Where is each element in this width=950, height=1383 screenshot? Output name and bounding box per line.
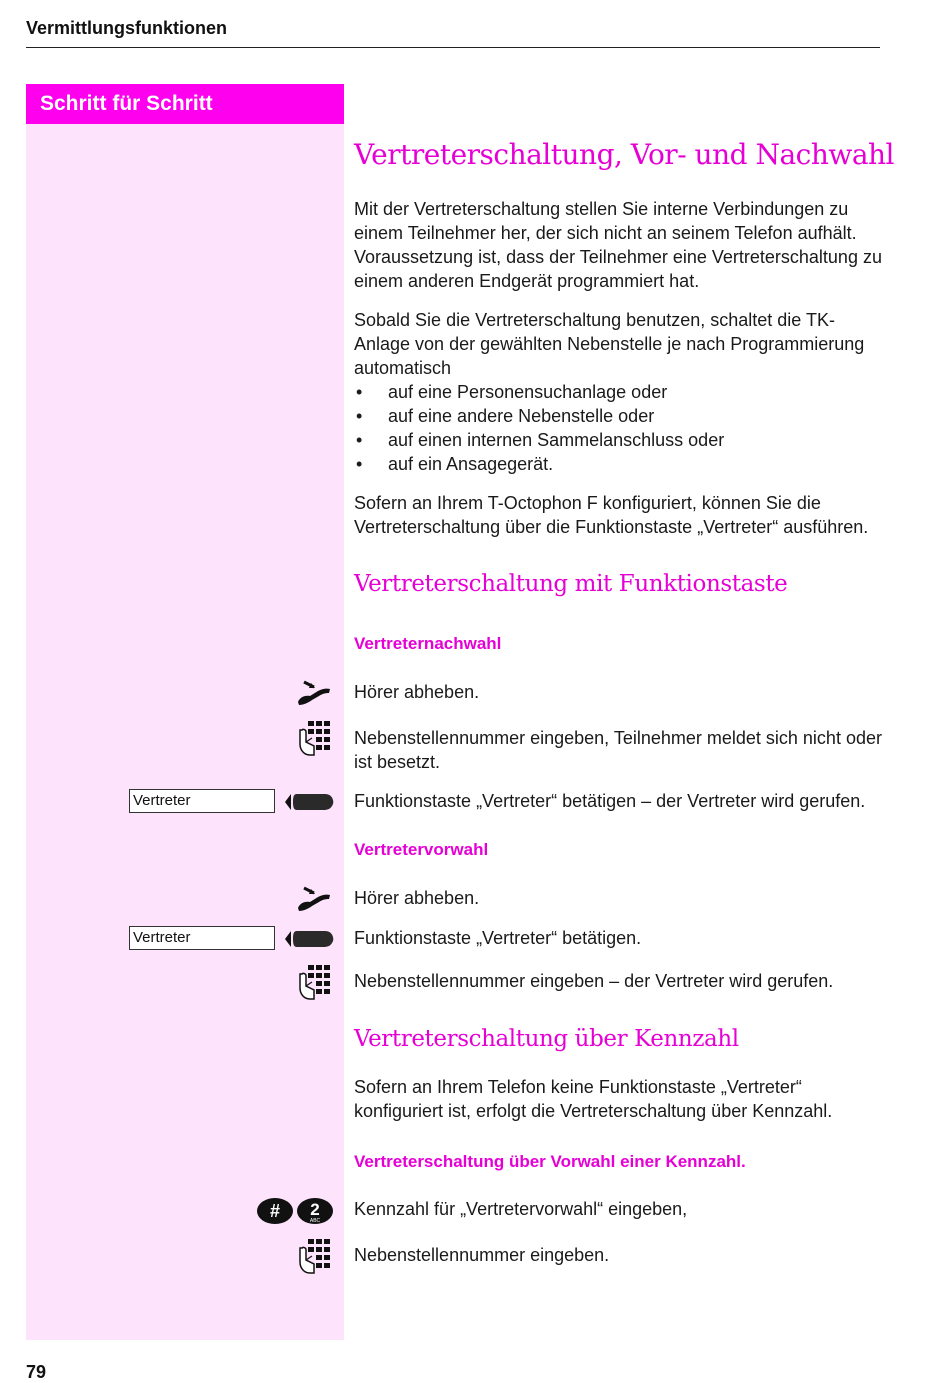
- digit-key-letters: ABC: [309, 1218, 321, 1224]
- hash-key-symbol: #: [269, 1201, 281, 1221]
- intro-paragraph: Mit der Vertreterschaltung stellen Sie interne Verbindungen zu einem Teilnehmer her, der sich nicht an seinem Telefon aufhält. Voraussetzung ist, dass der Teilnehmer eine Vertreterschaltung zu einem anderen Endgerät programmiert hat.: [354, 199, 882, 291]
- section-2-intro: Sofern an Ihrem Telefon keine Funktionstaste „Vertreter“ konfiguriert ist, erfolgt die Vertreterschaltung über Kennzahl.: [354, 1077, 833, 1121]
- running-header: Vermittlungsfunktionen: [26, 18, 228, 38]
- keypad-icon: [296, 1238, 332, 1276]
- handset-lift-icon: [296, 680, 332, 706]
- step-banner: Schritt für Schritt: [26, 84, 344, 124]
- step-column: [26, 84, 344, 1340]
- bullet-item: • auf einen internen Sammelanschluss oder: [354, 428, 884, 452]
- bullet-list: [354, 380, 884, 476]
- keypad-icon: [296, 964, 332, 1002]
- step-text: Nebenstellennummer eingeben, Teilnehmer meldet sich nicht oder ist besetzt.: [354, 728, 882, 772]
- function-key-label[interactable]: Vertreter: [129, 789, 275, 813]
- section-heading-code: Vertreterschaltung über Kennzahl: [354, 1026, 739, 1052]
- step-text: Nebenstellennummer eingeben – der Vertreter wird gerufen.: [354, 971, 834, 991]
- step-text: Funktionstaste „Vertreter“ betätigen.: [354, 928, 642, 948]
- step-text: Hörer abheben.: [354, 682, 480, 702]
- subheading-code-prefix: Vertreterschaltung über Vorwahl einer Kennzahl.: [354, 1152, 746, 1171]
- bullet-item: • auf eine andere Nebenstelle oder: [354, 404, 884, 428]
- bullet-item: • auf ein Ansagegerät.: [354, 452, 884, 476]
- digit-key-icon[interactable]: [295, 1196, 335, 1226]
- subheading-vorwahl: Vertretervorwahl: [354, 840, 489, 859]
- page-number: 79: [26, 1362, 47, 1382]
- step-text: Kennzahl für „Vertretervorwahl“ eingeben,: [354, 1199, 688, 1219]
- paragraph-3: Sofern an Ihrem T-Octophon F konfiguriert, können Sie die Vertreterschaltung über die Funktionstaste „Vertreter“ ausführen.: [354, 493, 869, 537]
- step-text: Nebenstellennummer eingeben.: [354, 1245, 610, 1265]
- function-key-icon[interactable]: [281, 928, 335, 950]
- digit-key-number: 2: [310, 1200, 320, 1219]
- header-rule: [26, 47, 880, 48]
- function-key-label[interactable]: Vertreter: [129, 926, 275, 950]
- paragraph-2-text: Sobald Sie die Vertreterschaltung benutzen, schaltet die TK-Anlage von der gewählten Nebenstelle je nach Programmierung automatisch: [354, 310, 865, 378]
- keypad-icon: [296, 720, 332, 758]
- function-key-icon[interactable]: [281, 791, 335, 813]
- subheading-nachwahl: Vertreternachwahl: [354, 634, 502, 653]
- handset-lift-icon: [296, 886, 332, 912]
- step-text: Funktionstaste „Vertreter“ betätigen – der Vertreter wird gerufen.: [354, 791, 866, 811]
- section-heading-function-key: Vertreterschaltung mit Funktionstaste: [354, 571, 788, 597]
- paragraph-2: [354, 308, 884, 476]
- step-text: Hörer abheben.: [354, 888, 480, 908]
- bullet-item: • auf eine Personensuchanlage oder: [354, 380, 884, 404]
- page-title: Vertreterschaltung, Vor- und Nachwahl: [354, 138, 894, 171]
